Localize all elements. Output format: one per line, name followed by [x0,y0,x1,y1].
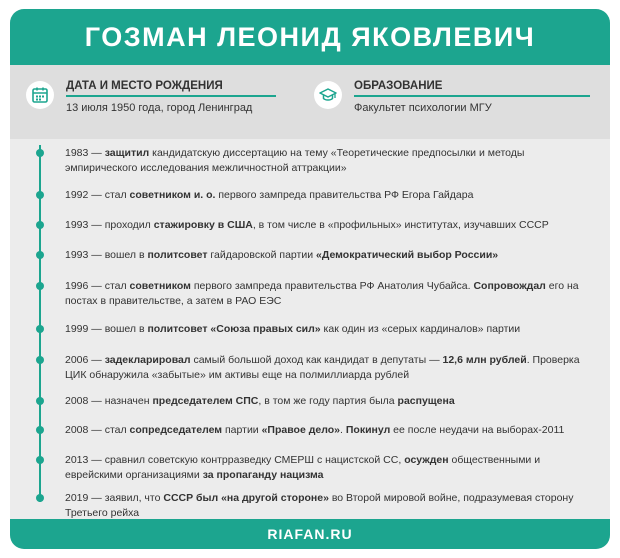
timeline-entry [65,394,593,409]
education-divider [354,95,590,97]
timeline-entry [65,218,593,233]
timeline-dot [36,356,44,364]
timeline-dot [36,325,44,333]
entry-text: ее после неудачи на выборах-2011 [390,424,565,436]
highlight-text: «Правое дело» [261,424,341,436]
entry-text: кандидатскую диссертацию на тему «Теоретические предпосылки и методы эмпирического исследования межличностной аттракции» [65,147,525,174]
entry-text: общественными и еврейскими организациями [65,454,541,481]
entry-text: . Проверка ЦИК обнаружила «забытые» им активы еще на полмиллиарда рублей [65,354,580,381]
highlight-text: сопредседателем [129,424,223,436]
timeline-dot [36,456,44,464]
highlight-text: Сопровождал [473,280,546,292]
highlight-text: задекларировал [104,354,191,366]
info-panel [10,65,610,139]
timeline-dot [36,397,44,405]
entry-text: , в том же году партия была [258,395,398,407]
timeline-entry [65,453,593,483]
timeline-entry [65,491,593,521]
timeline-dot [36,282,44,290]
entry-text: его на постах в правительстве, а затем в РАО ЕЭС [65,280,579,307]
entry-text: первого зампреда правительства РФ Егора Гайдара [215,189,474,201]
entry-text: самый большой доход как кандидат в депутаты — [190,354,443,366]
entry-text: во Второй мировой войне, [328,492,461,504]
highlight-text: стажировку в США [153,219,253,231]
infographic-card [10,9,610,549]
timeline-dot [36,149,44,157]
timeline-dot [36,426,44,434]
entry-text: , в том числе в «профильных» институтах, изучавших СССР [252,219,549,231]
highlight-text: Покинул [345,424,391,436]
site-footer: RIAFAN.RU [10,519,610,549]
page-title: ГОЗМАН ЛЕОНИД ЯКОВЛЕВИЧ [10,9,610,65]
graduation-cap-icon [314,81,342,109]
timeline-dot [36,191,44,199]
education-title: ОБРАЗОВАНИЕ [354,80,443,92]
timeline-entry [65,423,593,438]
highlight-text: распущена [397,395,455,407]
entry-text: 2008 — стал [65,424,130,436]
timeline-entry [65,279,593,309]
highlight-text: защитил [104,147,150,159]
education-info [300,65,610,139]
timeline-entry [65,353,593,383]
highlight-text: политсовет [147,249,208,261]
education-value: Факультет психологии МГУ [354,102,492,114]
timeline-dot [36,251,44,259]
timeline-dot [36,494,44,502]
entry-text: партии [222,424,262,436]
entry-text: 2019 — заявил, что [65,492,164,504]
entry-text: 2013 — сравнил советскую контрразведку СМЕРШ с нацистской СС, [65,454,405,466]
calendar-icon [26,81,54,109]
entry-text: 1992 — стал [65,189,130,201]
birth-divider [66,95,276,97]
timeline-entry [65,248,593,263]
highlight-text: председателем СПС [152,395,259,407]
timeline-entry [65,322,593,337]
entry-text: 1993 — вошел в [65,249,148,261]
highlight-text: СССР был «на другой стороне» [163,492,329,504]
birth-value: 13 июля 1950 года, город Ленинград [66,102,253,114]
entry-text: первого зампреда правительства РФ Анатолия Чубайса. [190,280,474,292]
entry-text: . [340,424,346,436]
highlight-text: советником и. о. [129,189,216,201]
entry-text: гайдаровской партии [207,249,317,261]
highlight-text: советником [129,280,191,292]
highlight-text: за пропаганду нацизма [202,469,324,481]
birth-title: ДАТА И МЕСТО РОЖДЕНИЯ [66,80,223,92]
timeline-dot [36,221,44,229]
entry-text: 2006 — [65,354,105,366]
timeline-entry [65,188,593,203]
timeline-entry [65,146,593,176]
entry-text: как один из «серых кардиналов» партии [320,323,521,335]
entry-text: 1996 — стал [65,280,130,292]
entry-text: 1993 — проходил [65,219,154,231]
highlight-text: политсовет «Союза правых сил» [147,323,321,335]
entry-text: подразумевая сторону Третьего рейха [65,492,574,519]
birth-info [10,65,300,139]
entry-text: 1983 — [65,147,105,159]
entry-text: 2008 — назначен [65,395,153,407]
entry-text: 1999 — вошел в [65,323,148,335]
highlight-text: осужден [404,454,449,466]
timeline [10,139,610,519]
highlight-text: «Демократический выбор России» [316,249,499,261]
highlight-text: 12,6 млн рублей [442,354,527,366]
